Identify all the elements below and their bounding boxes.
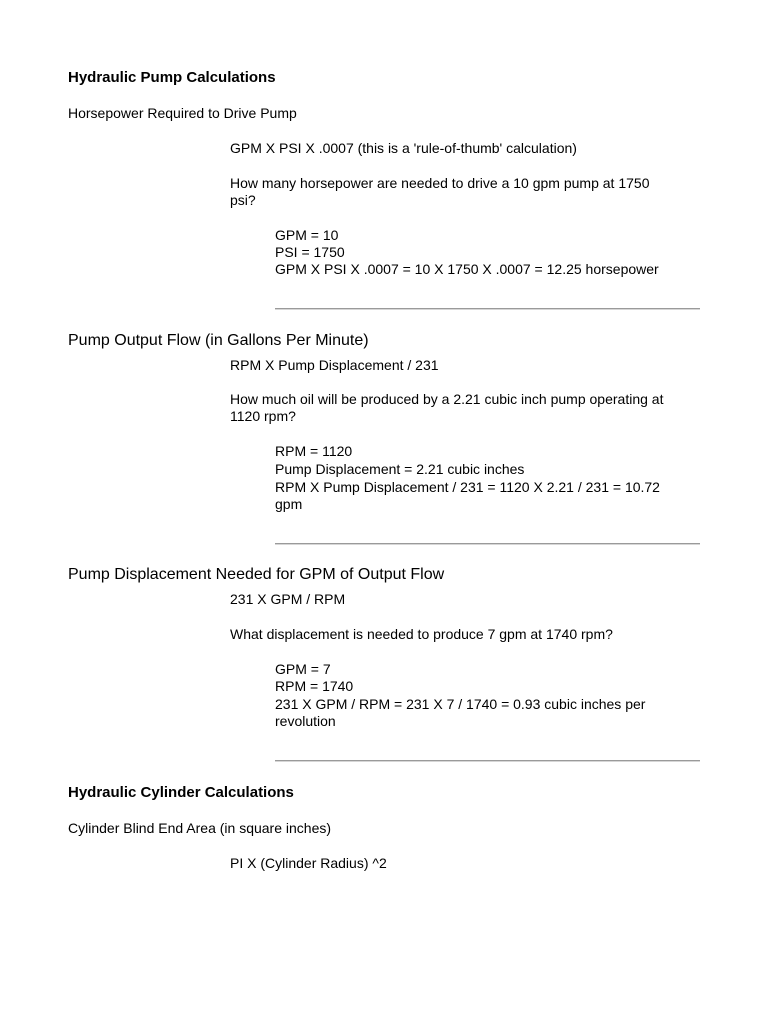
displacement-heading: Pump Displacement Needed for GPM of Output Flow — [68, 566, 445, 583]
horsepower-given-psi: PSI = 1750 — [275, 244, 345, 260]
section-divider — [275, 543, 700, 545]
horsepower-question-line2: psi? — [230, 192, 256, 208]
displacement-given-rpm: RPM = 1740 — [275, 678, 354, 694]
output-flow-heading: Pump Output Flow (in Gallons Per Minute) — [68, 332, 369, 349]
displacement-given-gpm: GPM = 7 — [275, 661, 331, 677]
section-divider — [275, 308, 700, 310]
output-flow-given-rpm: RPM = 1120 — [275, 443, 353, 459]
horsepower-question-line1: How many horsepower are needed to drive a 10 gpm pump at 1750 — [230, 175, 650, 191]
output-flow-result-line1: RPM X Pump Displacement / 231 = 1120 X 2.21 / 231 = 10.72 — [275, 479, 660, 495]
displacement-formula: 231 X GPM / RPM — [230, 591, 346, 607]
horsepower-formula: GPM X PSI X .0007 (this is a 'rule-of-thumb' calculation) — [230, 140, 577, 156]
output-flow-question-line2: 1120 rpm? — [230, 408, 296, 424]
output-flow-result-line2: gpm — [275, 496, 303, 512]
output-flow-given-displacement: Pump Displacement = 2.21 cubic inches — [275, 461, 525, 477]
output-flow-formula: RPM X Pump Displacement / 231 — [230, 357, 439, 373]
blind-end-area-heading: Cylinder Blind End Area (in square inches) — [68, 820, 332, 836]
section-divider — [275, 760, 700, 762]
displacement-result-line2: revolution — [275, 713, 336, 729]
output-flow-question-line1: How much oil will be produced by a 2.21 cubic inch pump operating at — [230, 391, 664, 407]
horsepower-given-gpm: GPM = 10 — [275, 227, 339, 243]
horsepower-result: GPM X PSI X .0007 = 10 X 1750 X .0007 = 12.25 horsepower — [275, 261, 659, 277]
displacement-question: What displacement is needed to produce 7 gpm at 1740 rpm? — [230, 626, 613, 642]
pump-section-title: Hydraulic Pump Calculations — [68, 69, 276, 86]
displacement-result-line1: 231 X GPM / RPM = 231 X 7 / 1740 = 0.93 cubic inches per — [275, 696, 646, 712]
horsepower-heading: Horsepower Required to Drive Pump — [68, 105, 297, 121]
cylinder-section-title: Hydraulic Cylinder Calculations — [68, 784, 294, 801]
blind-end-area-formula: PI X (Cylinder Radius) ^2 — [230, 855, 387, 871]
